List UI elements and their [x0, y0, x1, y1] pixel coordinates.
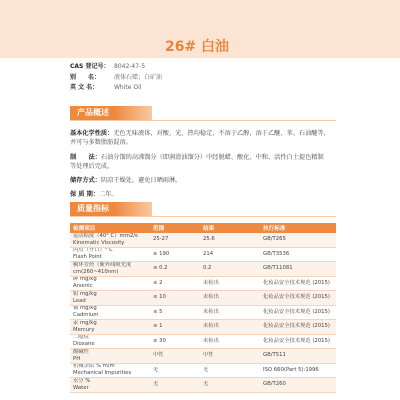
cell-result: 未检出 — [203, 337, 219, 344]
test-item-name-cn: 铅 mg/kg — [73, 291, 97, 297]
section-heading-quality: 质量指标 — [70, 202, 152, 216]
cell-test-item — [70, 306, 150, 320]
cell-test-item — [70, 262, 150, 276]
cell-test-item — [70, 291, 150, 305]
overview-line: 并可与多数脂肪混溶。 — [70, 138, 132, 146]
info-value: 液体石蜡；白矿油 — [114, 73, 163, 81]
overview-item-shelf-life — [70, 190, 340, 199]
cell-test-item — [70, 233, 150, 247]
overview-line: 等处理后完成。 — [70, 162, 114, 170]
overview-item-storage — [70, 176, 340, 185]
cell-test-item — [70, 320, 150, 334]
test-item-name-en: PH — [73, 355, 81, 362]
test-item-name-cn: 汞 mg/kg — [73, 320, 97, 326]
cell-test-item — [70, 277, 150, 291]
quality-table — [70, 223, 336, 393]
cell-result: 未检出 — [203, 294, 219, 301]
overview-line — [70, 129, 340, 138]
info-row-cas — [70, 62, 162, 73]
cell-range: ≤ 10 — [153, 294, 166, 301]
table-row — [70, 320, 336, 335]
cell-result: 无 — [203, 366, 209, 373]
info-value: White Oil — [114, 84, 142, 91]
test-item-name-en: Kinematic Viscosity — [73, 239, 125, 246]
cell-test-item — [70, 364, 150, 378]
cell-range: ≥ 190 — [153, 250, 170, 257]
test-item-name-en: Lead — [73, 297, 86, 304]
table-row — [70, 335, 336, 350]
column-header-result: 结果 — [203, 226, 215, 232]
overview-item-method — [70, 153, 340, 171]
cell-range: ≤ 30 — [153, 337, 166, 344]
cell-result: 无 — [203, 381, 209, 388]
info-label: 英 文 名： — [70, 84, 99, 91]
info-label: CAS 登记号： — [70, 63, 110, 70]
test-item-name-cn: 酸碱性 — [73, 349, 89, 355]
overview-label: 基本化学性质： — [70, 129, 114, 137]
test-item-name-en: Mercury — [73, 326, 95, 333]
cell-result: 未检出 — [203, 323, 219, 330]
cell-standard: GB/T265 — [263, 236, 286, 243]
info-value: 8042-47-5 — [114, 63, 146, 70]
column-header-item: 检测项目 — [73, 226, 96, 232]
section-heading-overview: 产品概述 — [70, 106, 152, 120]
cell-test-item — [70, 248, 150, 262]
overview-text: 阴凉干燥处，避免日晒雨淋。 — [100, 176, 182, 184]
test-item-name-cn: 镉 mg/kg — [73, 305, 97, 312]
test-item-name-en: Cadmium — [73, 312, 99, 319]
overview-label: 制 法： — [70, 153, 101, 161]
cell-standard: 化妆品安全技术规范 (2015) — [263, 294, 330, 301]
test-item-name-cn: 砷 mg/kg — [73, 276, 97, 283]
overview-label: 保 质 期： — [70, 190, 100, 198]
cell-result: 214 — [203, 250, 214, 257]
overview-label: 储存方式： — [70, 176, 101, 184]
table-header-row — [70, 223, 336, 233]
test-item-name-cn: 稠环芳烃（紫外线吸光度 — [73, 262, 132, 268]
section-divider — [70, 120, 336, 121]
cell-standard: GB/T260 — [263, 381, 286, 388]
test-item-name-en: Flash Point — [73, 254, 102, 261]
test-item-name-cn: 二噁烷 — [73, 334, 89, 341]
cell-result: 0.2 — [203, 265, 212, 272]
cell-range: ≤ 0.2 — [153, 265, 168, 272]
test-item-name-en: Water — [73, 384, 89, 391]
section-divider — [70, 216, 336, 217]
product-title: 26# 白油 — [164, 39, 230, 55]
overview-item-properties — [70, 129, 340, 147]
table-row — [70, 364, 336, 379]
test-item-name-cn: 水分 % — [73, 378, 91, 384]
table-row — [70, 378, 336, 393]
cell-result: 中性 — [203, 352, 214, 359]
table-row — [70, 306, 336, 321]
test-item-name-en: cm(260~410nm) — [73, 268, 119, 275]
cell-standard: GB/T3536 — [263, 250, 290, 257]
table-row — [70, 291, 336, 306]
cell-standard: ISO 660(Part 5):1996 — [263, 366, 319, 373]
overview-line — [70, 153, 340, 162]
column-header-range: 范围 — [153, 226, 165, 232]
overview-line — [70, 190, 340, 199]
info-label: 别 名： — [70, 73, 101, 81]
cell-standard: 化妆品安全技术规范 (2015) — [263, 337, 330, 344]
test-item-name-en: Dioxane — [73, 341, 95, 348]
cell-standard: 化妆品安全技术规范 (2015) — [263, 279, 330, 286]
cell-range: 25-27 — [153, 236, 169, 243]
info-row-alias — [70, 73, 162, 84]
table-row — [70, 349, 336, 364]
cell-range: ≤ 2 — [153, 279, 163, 286]
test-item-name-cn: 运动粘度（40° C）mm2/s — [73, 233, 138, 239]
test-item-name-en: Arsenic — [73, 283, 93, 290]
cell-range: 中性 — [153, 352, 164, 359]
table-row — [70, 277, 336, 292]
cell-standard: GB/T511 — [263, 352, 286, 359]
cell-range: ≤ 5 — [153, 308, 163, 315]
info-row-english-name — [70, 83, 162, 94]
test-item-name-en: Mechanical Impurities — [73, 370, 132, 377]
cell-result: 未检出 — [203, 279, 219, 286]
overview-text: 二年。 — [99, 190, 118, 198]
table-row — [70, 262, 336, 277]
table-row — [70, 233, 336, 248]
cell-test-item — [70, 378, 150, 392]
table-row — [70, 248, 336, 263]
table-body — [70, 233, 336, 393]
test-item-name-cn: 机械杂质 % m/m — [73, 363, 115, 370]
product-info — [70, 62, 162, 94]
cell-standard: 化妆品安全技术规范 (2015) — [263, 308, 330, 315]
cell-standard: 化妆品安全技术规范 (2015) — [263, 323, 330, 330]
cell-range: 无 — [153, 381, 159, 388]
cell-result: 未检出 — [203, 308, 219, 315]
test-item-name-cn: 闪点（开口）° C — [73, 247, 113, 254]
overview-line — [70, 176, 340, 185]
cell-test-item — [70, 335, 150, 349]
column-header-standard: 执行标准 — [263, 226, 286, 232]
cell-standard: GB/T11081 — [263, 265, 293, 272]
cell-range: ≤ 1 — [153, 323, 163, 330]
cell-test-item — [70, 349, 150, 363]
overview-text: 无色无味液体，对酸、光、热均稳定，不溶于乙醇，溶于乙醚、苯、石油醚等， — [113, 129, 330, 137]
cell-result: 25.6 — [203, 236, 215, 243]
overview-text: 石油分馏的高沸馏分（即润滑油馏分）中经脱蜡、酸化、中和、活性白土提色精制 — [100, 153, 324, 161]
cell-range: 无 — [153, 366, 159, 373]
